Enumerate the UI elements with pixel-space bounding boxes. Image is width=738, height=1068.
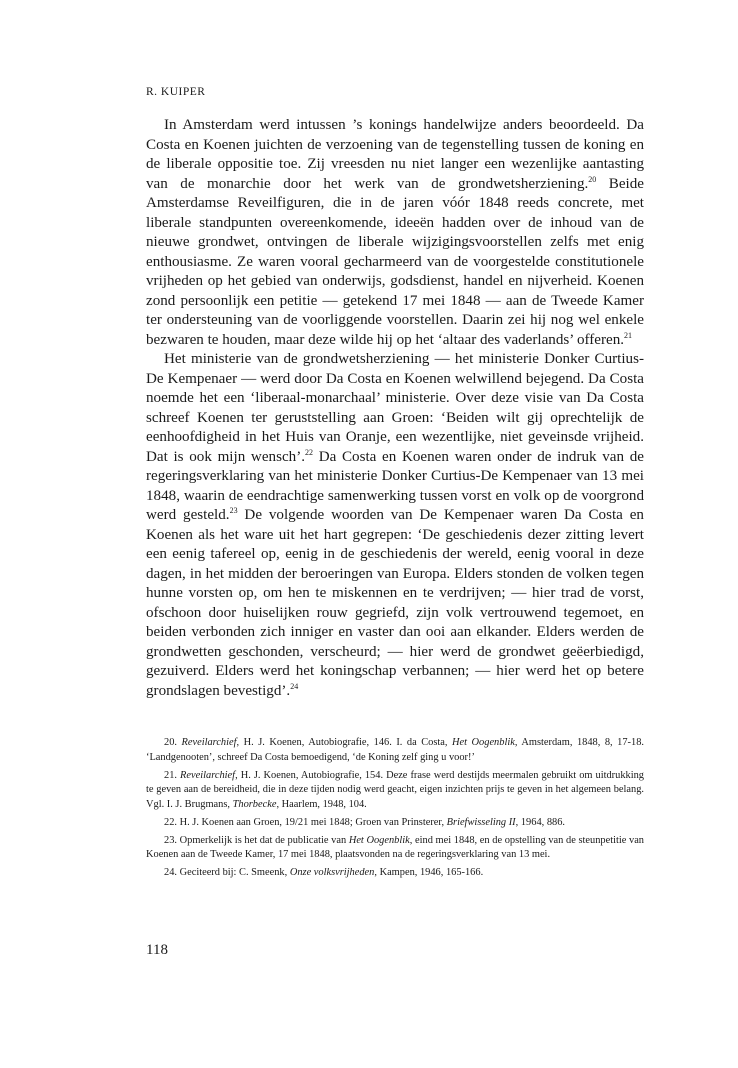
footnotes [146, 736, 644, 884]
text-run: Da Costa en Koenen waren onder de indruk van de regeringsverklaring van het ministerie Donker Curtius-De Kempenaer van 13 mei 1848, waarin de eendrachtige samenwerking tussen vorst en volk op de voorgrond werd gesteld. [146, 448, 644, 523]
running-head: R. KUIPER [146, 86, 206, 98]
text-run: , Haarlem, 1948, 104. [276, 798, 367, 810]
italic-title: Briefwisseling II [446, 816, 516, 828]
footnote-ref: 23 [229, 505, 238, 515]
footnote [146, 834, 644, 863]
footnote-ref: 21 [624, 330, 633, 340]
page-number: 118 [146, 942, 168, 958]
paragraph [146, 350, 644, 701]
text-run: Het ministerie van de grondwetsherziening — het ministerie Donker Curtius-De Kempenaer — werd door Da Costa en Koenen welwillend bejegend. Da Costa noemde het een ‘liberaal-monarchaal’ ministerie. Over deze visie van Da Costa schreef Koenen ter geruststelling aan Groen: ‘Beiden wilt gij oprechtelijk de eenhoofdigheid in het Huis van Oranje, een wezentlijke, niet geveinsde vrijheid. Dat is ook mijn wensch’. [146, 351, 644, 465]
italic-title: Reveilarchief [181, 737, 237, 748]
text-run: De volgende woorden van De Kempenaer waren Da Costa en Koenen als het ware uit het hart gegrepen: ‘De geschiedenis dezer zitting levert een eenig tafereel op, eenig in de geschiedenis der wereld, eenig vooral in deze dagen, in het midden der beroeringen van Europa. Elders stonden de volken tegen hunne vorsten op, om hen te miskennen en te verdrijven; — hier trad de vorst, ofschoon door huiselijken rouw gegriefd, zijn volk vertrouwend tegemoet, en beiden verbonden zich inniger en vaster dan ooi aan elkander. Elders werden de grondwetten geschonden, verscheurd; — hier werd de grondwet geëerbiedigd, gezuiverd. Elders werd het koningschap verbannen; — hier werd het op betere grondslagen bevestigd’. [146, 507, 644, 699]
footnote [146, 866, 644, 881]
footnote-ref: 20 [588, 174, 597, 184]
text-run: , eind mei 1848, en de opstelling van de steunpetitie van Koenen aan de Tweede Kamer, 17 mei 1848, plaatsvonden na de regeringsverklaring van 13 mei. [146, 834, 645, 860]
footnote-ref: 22 [305, 447, 313, 457]
italic-title: Reveilarchief [180, 769, 236, 781]
text-run: 22. H. J. Koenen aan Groen, 19/21 mei 1848; Groen van Prinsterer, [164, 816, 447, 828]
text-run: , Amsterdam, 1848, 8, 17-18. ‘Landgenooten’, schreef Da Costa bemoedigend, ‘de Koning zelf ging u voor!’ [146, 737, 645, 763]
text-run: , Kampen, 1946, 165-166. [374, 867, 484, 878]
text-run: , H. J. Koenen, Autobiografie, 154. Deze frase werd destijds meermalen gebruikt om uitdrukking te geven aan de bereidheid, die in deze tijden nodig werd geacht, eigen inzichten prijs te geven in het algemeen belang. Vgl. I. J. Brugmans, [146, 769, 645, 810]
body-text [146, 116, 644, 701]
text-run: , 1964, 886. [515, 816, 566, 828]
text-run: 21. [164, 769, 181, 781]
text-run: 23. Opmerkelijk is het dat de publicatie van [164, 834, 349, 846]
text-run: Beide Amsterdamse Reveilfiguren, die in de jaren vóór 1848 reeds concrete, met liberale standpunten overeenkomende, ideeën hadden over de inhoud van de nieuwe grondwet, ontvingen de liberale wijzigingsvoorstellen zelfs met enig enthousiasme. Ze waren vooral gecharmeerd van de voorgestelde constitutionele vrijheden op het gebied van onderwijs, godsdienst, handel en nijverheid. Koenen zond persoonlijk een petitie — getekend 17 mei 1848 — aan de Tweede Kamer ter ondersteuning van de voorliggende voorstellen. Daarin zei hij nog wel enkele bezwaren te houden, maar deze wilde hij op het ‘altaar des vaderlands’ offeren. [146, 175, 644, 348]
italic-title: Thorbecke [232, 798, 277, 810]
footnote [146, 769, 644, 813]
italic-title: Het Oogenblik [348, 834, 410, 846]
footnote [146, 736, 644, 765]
paragraph [146, 116, 644, 350]
italic-title: Het Oogenblik [452, 737, 515, 748]
text-run: In Amsterdam werd intussen ’s konings handelwijze anders beoordeeld. Da Costa en Koenen juichten de verzoening van de tegenstelling tussen de koning en de liberale oppositie toe. Zij vreesden nu niet langer een wezenlijke aantasting van de monarchie door het werk van de grondwetsherziening. [146, 117, 644, 192]
text-run: , H. J. Koenen, Autobiografie, 146. I. da Costa, [236, 737, 453, 748]
text-run: 24. Geciteerd bij: C. Smeenk, [164, 867, 290, 878]
footnote [146, 816, 644, 831]
footnote-ref: 24 [290, 681, 299, 691]
text-run: 20. [164, 737, 182, 748]
italic-title: Onze volksvrijheden [289, 867, 375, 878]
